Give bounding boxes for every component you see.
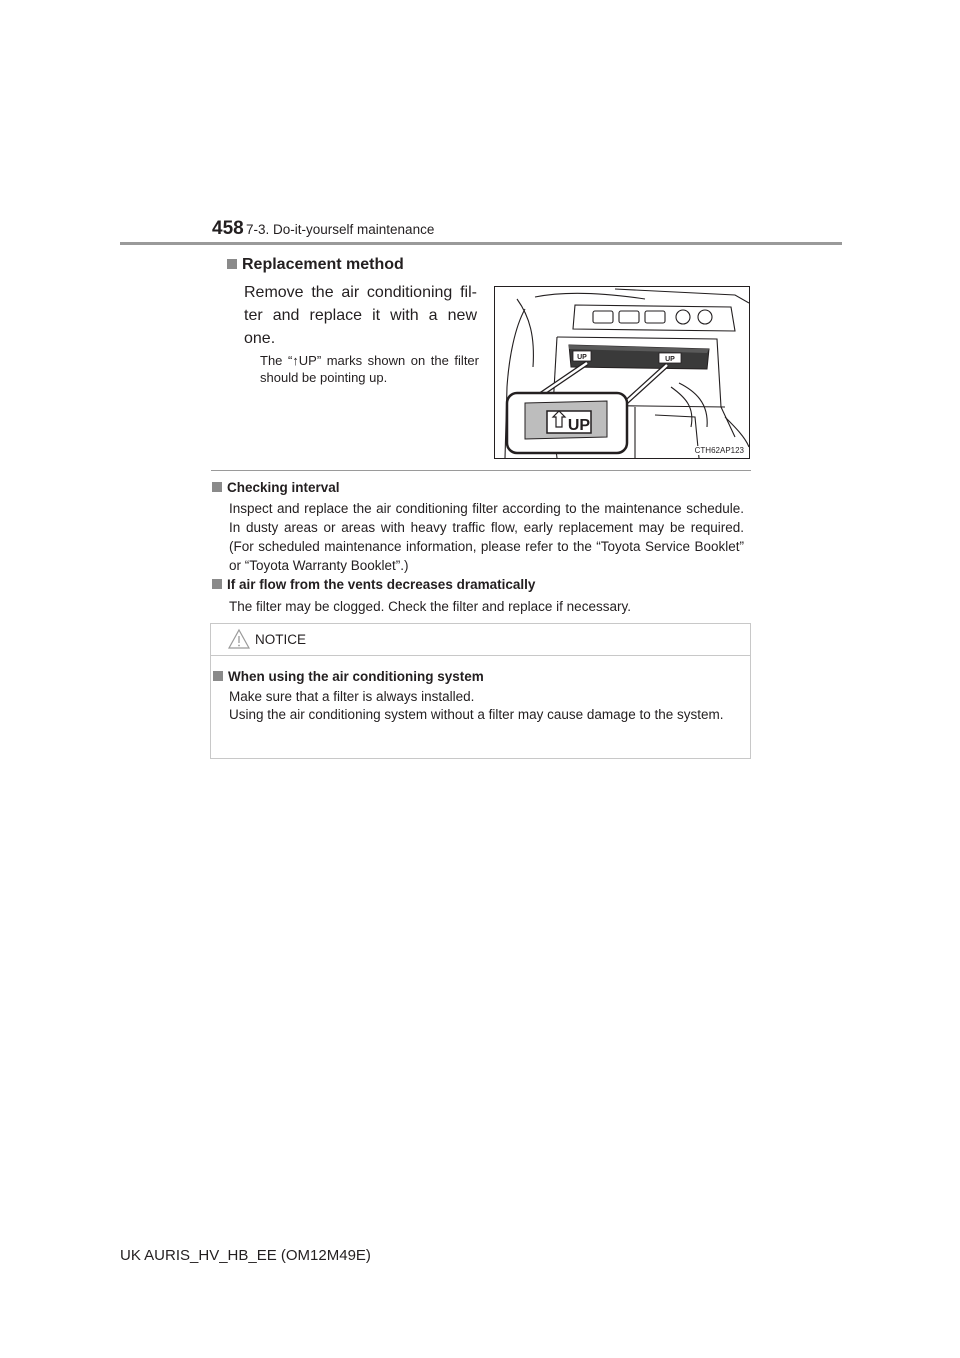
checking-interval-heading — [212, 480, 340, 495]
notice-heading — [213, 669, 484, 684]
page-number: 458 — [212, 218, 244, 239]
notice-line-1: Make sure that a filter is always installed. — [229, 689, 475, 704]
air-flow-heading — [212, 577, 535, 592]
figure-code: CTH62AP123 — [694, 446, 744, 455]
square-bullet-icon — [227, 259, 237, 269]
notice-heading-text: When using the air conditioning system — [228, 669, 484, 684]
warning-triangle-icon — [228, 628, 250, 650]
notice-line-2: Using the air conditioning system without a filter may cause damage to the system. — [229, 707, 724, 722]
square-bullet-icon — [212, 482, 222, 492]
notice-title: NOTICE — [255, 632, 307, 647]
square-bullet-icon — [213, 671, 223, 681]
checking-interval-heading-text: Checking interval — [227, 480, 340, 495]
footer-model: UK AURIS_HV_HB_EE (OM12M49E) — [120, 1247, 371, 1264]
section-divider — [211, 470, 751, 471]
section-title: 7-3. Do-it-yourself maintenance — [246, 222, 435, 237]
filter-illustration — [494, 286, 750, 459]
notice-header — [211, 624, 750, 656]
square-bullet-icon — [212, 579, 222, 589]
replacement-body: Remove the air conditioning fil-ter and replace it with a new one. — [244, 284, 477, 347]
header-divider — [120, 242, 842, 245]
small-up-label-right: UP — [665, 356, 675, 363]
large-up-label: UP — [567, 417, 591, 434]
notice-body — [229, 688, 741, 724]
notice-box — [210, 623, 751, 759]
replacement-heading-text: Replacement method — [242, 256, 404, 273]
air-flow-heading-text: If air flow from the vents decreases dramatically — [227, 577, 536, 592]
checking-interval-body: Inspect and replace the air conditioning filter according to the maintenance schedule. In dusty areas or areas with heavy traffic flow, early replacement may be required. (For scheduled maintenance information, please refer to the “Toyota Service Booklet” or “Toyota Warranty Booklet”.) — [229, 501, 744, 573]
replacement-note: The “↑UP” marks shown on the filter should be pointing up. — [260, 353, 479, 385]
filter-drawing — [495, 287, 749, 458]
replacement-heading — [227, 256, 404, 274]
air-flow-body: The filter may be clogged. Check the filter and replace if necessary. — [229, 599, 631, 614]
small-up-label-left: UP — [577, 354, 587, 361]
